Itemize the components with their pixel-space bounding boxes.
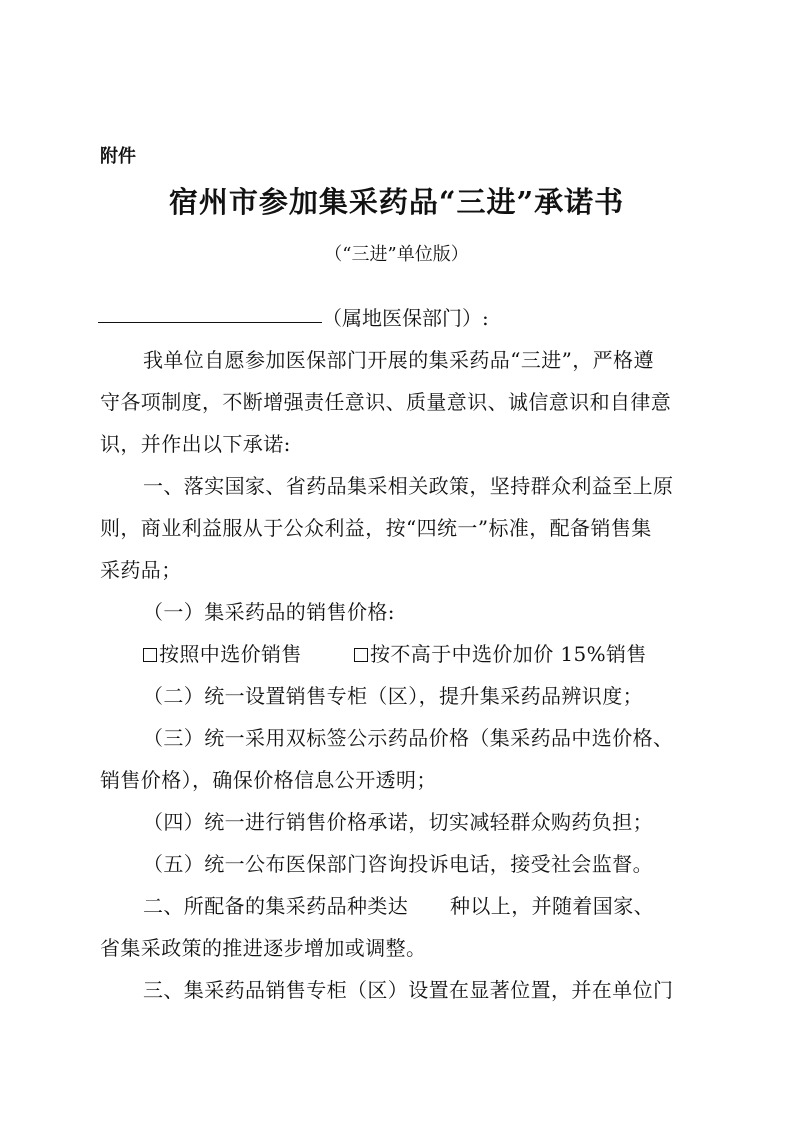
- body-line-1: 我单位自愿参加医保部门开展的集采药品“三进”，严格遵: [143, 348, 654, 372]
- body-line-4: 一、落实国家、省药品集采相关政策，坚持群众利益至上原: [143, 474, 674, 498]
- addressee-label: （属地医保部门）:: [322, 306, 489, 330]
- price-option-1[interactable]: [143, 638, 302, 667]
- body-line-13b: 种以上，并随着国家、: [450, 894, 654, 918]
- body-line-6: 采药品；: [100, 558, 182, 582]
- body-line-7: （一）集采药品的销售价格:: [143, 600, 395, 624]
- document-subtitle: （“三进”单位版）: [324, 244, 469, 265]
- body-line-15: 三、集采药品销售专柜（区）设置在显著位置，并在单位门: [143, 978, 674, 1002]
- price-option-2-label: 按不高于中选价加价 15%销售: [370, 642, 647, 666]
- checkbox-icon[interactable]: [354, 648, 368, 662]
- body-line-9: （三）统一采用双标签公示药品价格（集采药品中选价格、: [143, 726, 674, 750]
- body-line-13a: 二、所配备的集采药品种类达: [143, 894, 409, 918]
- body-line-2: 守各项制度，不断增强责任意识、质量意识、诚信意识和自律意: [100, 390, 672, 414]
- price-option-2[interactable]: [354, 638, 647, 667]
- attachment-label: 附件: [100, 146, 136, 167]
- body-line-3: 识，并作出以下承诺:: [100, 432, 291, 456]
- body-line-10: 销售价格），确保价格信息公开透明；: [100, 768, 437, 792]
- body-line-14: 省集采政策的推进逐步增加或调整。: [100, 936, 427, 960]
- price-option-1-label: 按照中选价销售: [159, 642, 302, 666]
- body-line-8: （二）统一设置销售专柜（区），提升集采药品辨识度；: [143, 684, 643, 708]
- checkbox-icon[interactable]: [143, 648, 157, 662]
- body-line-11: （四）统一进行销售价格承诺，切实减轻群众购药负担；: [143, 810, 653, 834]
- body-line-12: （五）统一公布医保部门咨询投诉电话，接受社会监督。: [143, 852, 653, 876]
- document-title: 宿州市参加集采药品“三进”承诺书: [168, 185, 625, 219]
- addressee-blank-line: [98, 322, 322, 323]
- body-line-5: 则，商业利益服从于公众利益，按“四统一”标准，配备销售集: [100, 516, 652, 540]
